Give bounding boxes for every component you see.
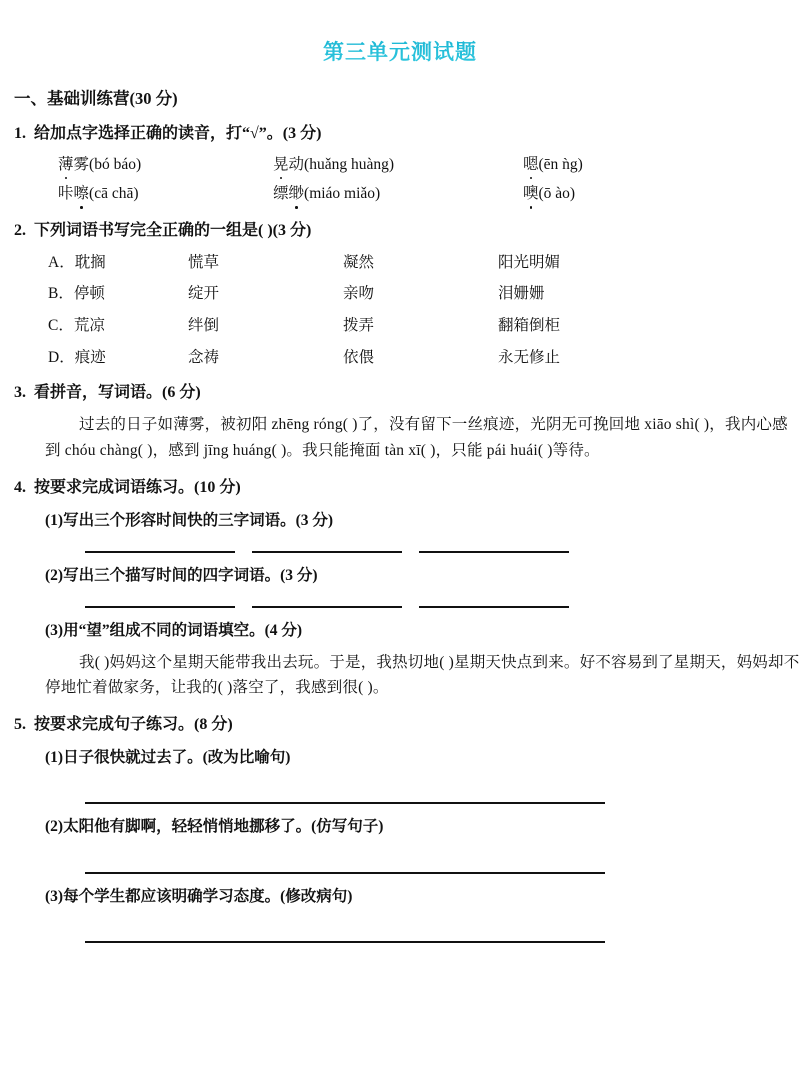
question-1-text: 给加点字选择正确的读音，打“√”。(3 分) xyxy=(34,124,322,142)
question-4-text: 按要求完成词语练习。(10 分) xyxy=(34,478,241,496)
answer-line[interactable] xyxy=(85,941,605,943)
option-c-letter: C． xyxy=(48,317,74,335)
pinyin-option[interactable] xyxy=(58,183,273,205)
pinyin-option[interactable] xyxy=(523,154,800,176)
question-5-sub-3-label: (3)每个学生都应该明确学习态度。(修改病句) xyxy=(45,887,353,905)
question-4-sub-3-paragraph[interactable]: 我( )妈妈这个星期天能带我出去玩。于是，我热切地( )星期天快点到来。好不容易到了星期天，妈妈却不停地忙着做家务，让我的( )落空了，我感到很( )。 xyxy=(45,654,800,697)
question-4-sub-1-answer-lines xyxy=(85,551,800,553)
question-4-sub-1-label: (1)写出三个形容时间快的三字词语。(3 分) xyxy=(45,511,334,529)
option-d[interactable] xyxy=(48,347,188,369)
question-4-sub-3-label: (3)用“望”组成不同的词语填空。(4 分) xyxy=(45,621,303,639)
question-5-text: 按要求完成句子练习。(8 分) xyxy=(34,716,233,734)
section-heading: 一、基础训练营(30 分) xyxy=(14,89,178,108)
dotted-char: 嚓 xyxy=(74,183,90,205)
option-c-word-2: 绊倒 xyxy=(188,317,220,335)
answer-line[interactable] xyxy=(419,606,569,608)
option-d-letter: D． xyxy=(48,348,75,366)
question-1-prompt xyxy=(14,124,800,144)
question-3-paragraph[interactable]: 过去的日子如薄雾，被初阳 zhēng róng( )了，没有留下一丝痕迹，光阴无可挽回地 xiāo shì( )，我内心感到 chóu chàng( )，感到 jīng huáng( )。我只能掩面 tàn xī( )，只能 pái huái( )等待。 xyxy=(45,416,788,459)
question-4-prompt xyxy=(14,478,800,498)
option-a[interactable] xyxy=(48,252,188,274)
pinyin-text: (ō ào) xyxy=(538,185,576,203)
question-4-sub-2-answer-lines xyxy=(85,606,800,608)
option-a-word-3: 凝然 xyxy=(343,253,375,271)
answer-line[interactable] xyxy=(85,606,235,608)
answer-line[interactable] xyxy=(419,551,569,553)
pinyin-option[interactable] xyxy=(523,183,800,205)
question-5-number: 5. xyxy=(14,716,26,734)
answer-line[interactable] xyxy=(85,802,605,804)
question-5-sub-1-label: (1)日子很快就过去了。(改为比喻句) xyxy=(45,749,291,767)
question-5-prompt xyxy=(14,715,800,735)
question-2-options xyxy=(48,252,800,369)
option-c-word-1: 荒凉 xyxy=(73,317,105,335)
dotted-char: 薄 xyxy=(58,154,74,176)
dotted-char: 噢 xyxy=(523,183,539,205)
word-rest: 雾 xyxy=(73,155,90,173)
pinyin-option[interactable] xyxy=(58,154,273,176)
question-1-options xyxy=(58,154,800,206)
question-4-sub-2-label: (2)写出三个描写时间的四字词语。(3 分) xyxy=(45,566,318,584)
question-3-text: 看拼音，写词语。(6 分) xyxy=(34,384,201,402)
question-2-text: 下列词语书写完全正确的一组是( )(3 分) xyxy=(34,221,312,239)
option-a-letter: A． xyxy=(48,253,75,271)
option-a-word-1: 耽搁 xyxy=(74,253,106,271)
question-5-sub-2-label: (2)太阳他有脚啊，轻轻悄悄地挪移了。(仿写句子) xyxy=(45,818,384,836)
dotted-char: 缈 xyxy=(289,183,305,205)
question-1-number: 1. xyxy=(14,124,26,142)
answer-line[interactable] xyxy=(252,551,402,553)
option-c-word-4: 翻箱倒柜 xyxy=(498,317,561,335)
pinyin-text: (cā chā) xyxy=(89,185,139,203)
option-b-word-3: 亲吻 xyxy=(343,285,375,303)
option-b-word-1: 停顿 xyxy=(73,285,105,303)
pinyin-option[interactable] xyxy=(273,154,523,176)
page-title: 第三单元测试题 xyxy=(0,0,800,63)
question-3-number: 3. xyxy=(14,384,26,402)
option-d-word-3: 依偎 xyxy=(343,348,375,366)
answer-line[interactable] xyxy=(85,872,605,874)
pinyin-text: (miáo miǎo) xyxy=(304,185,381,203)
pinyin-option[interactable] xyxy=(273,183,523,205)
pinyin-text: (ēn ǹg) xyxy=(538,155,583,173)
dotted-char: 晃 xyxy=(273,154,289,176)
option-b-letter: B． xyxy=(48,285,74,303)
dotted-char: 嗯 xyxy=(523,154,539,176)
word-lead: 咔 xyxy=(58,185,74,203)
pinyin-text: (huǎng huàng) xyxy=(304,155,394,173)
option-d-word-2: 念祷 xyxy=(188,348,220,366)
option-b[interactable] xyxy=(48,283,188,305)
pinyin-text: (bó báo) xyxy=(89,155,142,173)
question-2-number: 2. xyxy=(14,221,26,239)
question-2-prompt xyxy=(14,221,800,241)
question-3-prompt xyxy=(14,383,800,403)
option-a-word-2: 慌草 xyxy=(188,253,220,271)
word-rest: 动 xyxy=(288,155,305,173)
word-lead: 缥 xyxy=(273,185,289,203)
option-b-word-4: 泪姗姗 xyxy=(498,285,545,303)
option-a-word-4: 阳光明媚 xyxy=(498,253,561,271)
option-b-word-2: 绽开 xyxy=(188,285,220,303)
option-d-word-1: 痕迹 xyxy=(74,348,106,366)
option-d-word-4: 永无修止 xyxy=(498,348,561,366)
option-c[interactable] xyxy=(48,315,188,337)
answer-line[interactable] xyxy=(252,606,402,608)
option-c-word-3: 拨弄 xyxy=(343,317,375,335)
answer-line[interactable] xyxy=(85,551,235,553)
question-4-number: 4. xyxy=(14,478,26,496)
